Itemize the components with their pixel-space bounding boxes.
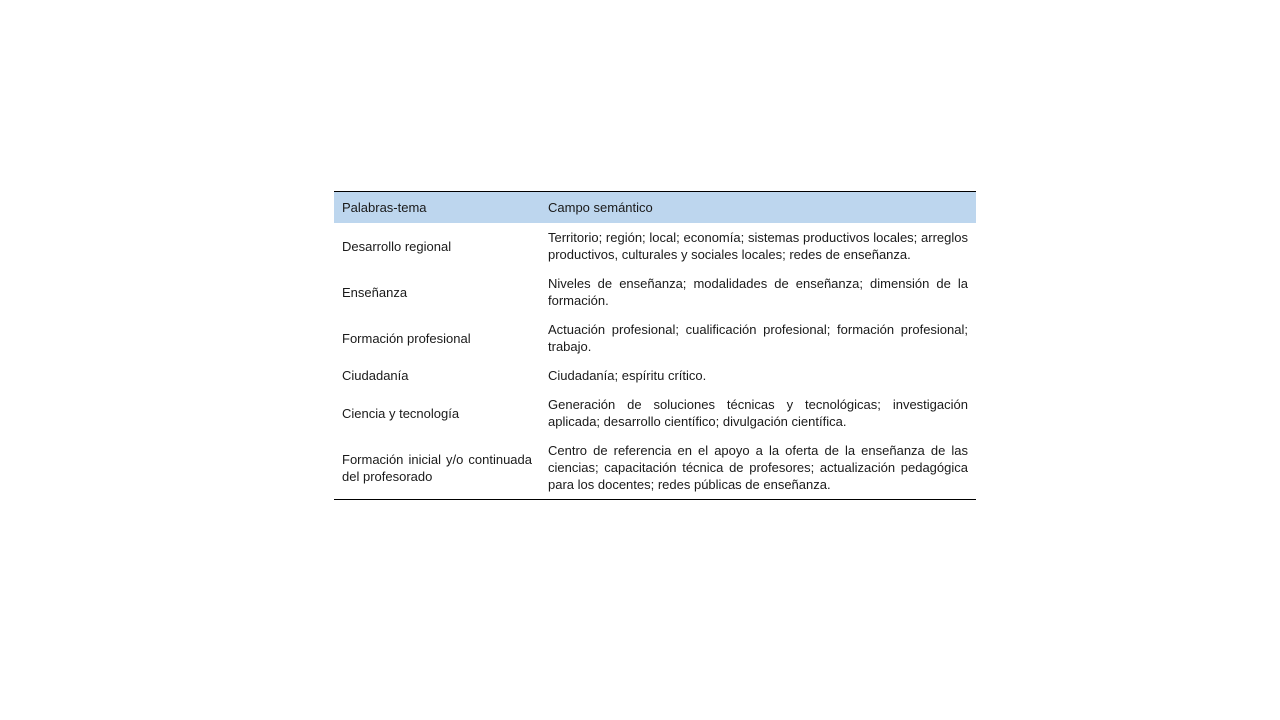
topic-cell: Desarrollo regional	[342, 238, 452, 254]
topic-cell: Ciudadanía	[342, 368, 409, 383]
semantic-field-table	[334, 191, 976, 500]
semantic-field-cell: Generación de soluciones técnicas y tecnológicas; investigación aplicada; desarrollo científico; divulgación científica.	[548, 397, 968, 429]
header-topic: Palabras-tema	[342, 200, 427, 215]
topic-cell: Formación inicial y/o continuada del profesorado	[342, 451, 532, 484]
semantic-field-cell: Actuación profesional; cualificación profesional; formación profesional; trabajo.	[548, 322, 968, 354]
semantic-field-cell: Ciudadanía; espíritu crítico.	[548, 368, 707, 383]
topic-cell: Ciencia y tecnología	[342, 405, 460, 421]
topic-cell: Formación profesional	[342, 330, 471, 346]
table-row	[334, 436, 976, 500]
table-row	[334, 223, 976, 269]
semantic-field-cell: Centro de referencia en el apoyo a la oferta de la enseñanza de las ciencias; capacitación técnica de profesores; actualización pedagógica para los docentes; redes públicas de enseñanza.	[548, 443, 968, 492]
semantic-field-cell: Territorio; región; local; economía; sistemas productivos locales; arreglos productivos, culturales y sociales locales; redes de enseñanza.	[548, 230, 968, 262]
semantic-field-cell: Niveles de enseñanza; modalidades de enseñanza; dimensión de la formación.	[548, 276, 968, 308]
topic-cell: Enseñanza	[342, 284, 408, 300]
table-row	[334, 269, 976, 315]
table-row	[334, 315, 976, 361]
table-row	[334, 390, 976, 436]
table-header-row	[334, 192, 976, 224]
table-row	[334, 361, 976, 390]
header-semantic-field: Campo semántico	[548, 200, 653, 215]
